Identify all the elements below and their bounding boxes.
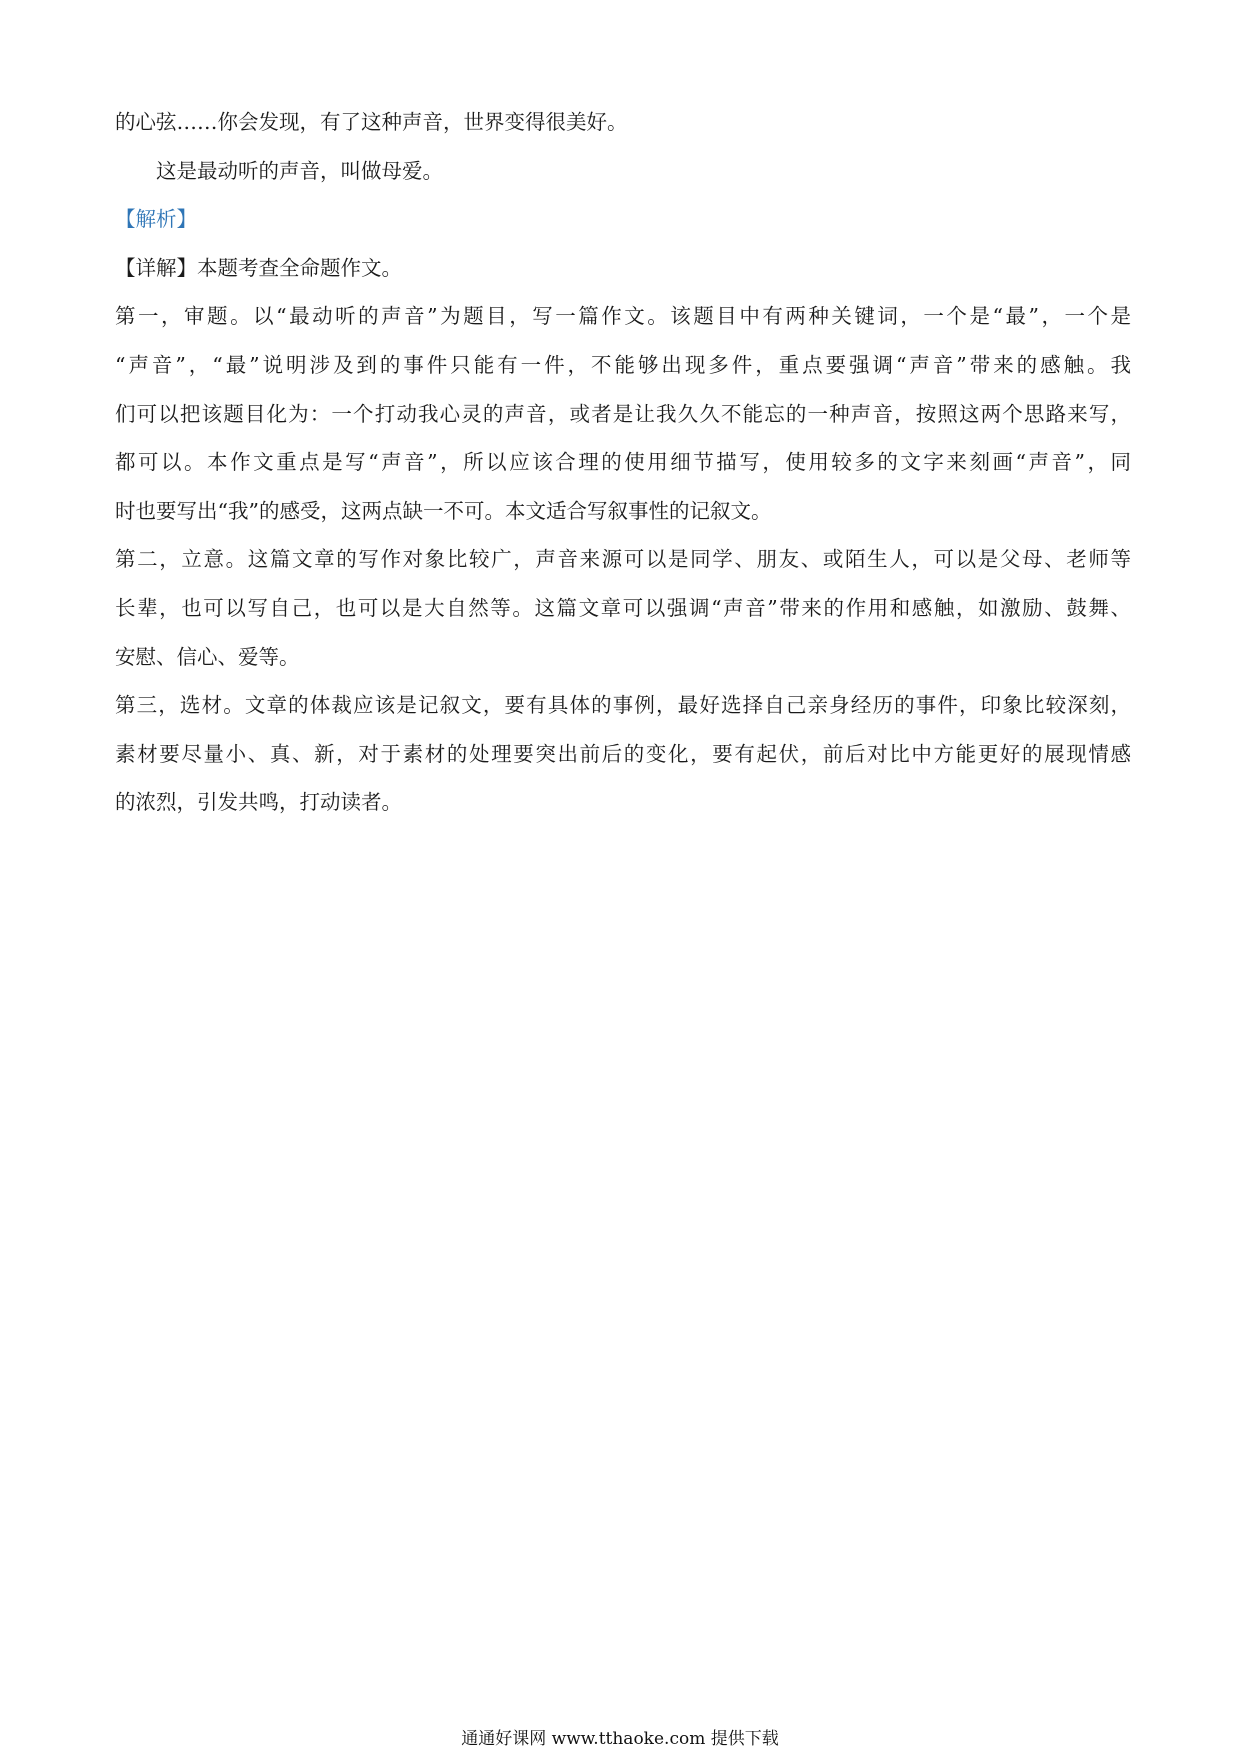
paragraph-1-line-5: 时也要写出“我”的感受，这两点缺一不可。本文适合写叙事性的记叙文。	[115, 498, 772, 523]
paragraph-3	[115, 681, 1131, 827]
paragraph-1-line-3: 们可以把该题目化为：一个打动我心灵的声音，或者是让我久久不能忘的一种声音，按照这两个思路来写，	[115, 401, 1131, 426]
paragraph-2-line-1: 第二，立意。这篇文章的写作对象比较广，声音来源可以是同学、朋友、或陌生人，可以是父母、老师等	[115, 547, 1131, 572]
paragraph-1-line-4: 都可以。本作文重点是写“声音”，所以应该合理的使用细节描写，使用较多的文字来刻画“声音”，同	[115, 450, 1131, 475]
continuation-line-1: 的心弦……你会发现，有了这种声音，世界变得很美好。	[115, 110, 628, 134]
paragraph-1-line-1: 第一，审题。以“最动听的声音”为题目，写一篇作文。该题目中有两种关键词，一个是“最”，一个是	[115, 304, 1131, 329]
paragraph-2-line-3: 安慰、信心、爱等。	[115, 644, 300, 669]
paragraph-1	[115, 292, 1131, 535]
continuation-line-2: 这是最动听的声音，叫做母爱。	[156, 158, 443, 183]
paragraph-3-line-3: 的浓烈，引发共鸣，打动读者。	[115, 790, 402, 815]
paragraph-3-line-1: 第三，选材。文章的体裁应该是记叙文，要有具体的事例，最好选择自己亲身经历的事件，印象比较深刻，	[115, 693, 1131, 718]
paragraph-3-line-2: 素材要尽量小、真、新，对于素材的处理要突出前后的变化，要有起伏，前后对比中方能更好的展现情感	[115, 741, 1131, 766]
analysis-heading: 【解析】	[115, 207, 197, 232]
paragraph-1-line-2: “声音”，“最”说明涉及到的事件只能有一件，不能够出现多件，重点要强调“声音”带来的感触。我	[115, 352, 1131, 377]
detail-line: 【详解】本题考查全命题作文。	[115, 255, 402, 280]
document-body	[115, 98, 1131, 827]
paragraph-2	[115, 535, 1131, 681]
page-footer: 通通好课网 www.tthaoke.com 提供下载	[461, 1729, 779, 1749]
paragraph-2-line-2: 长辈，也可以写自己，也可以是大自然等。这篇文章可以强调“声音”带来的作用和感触，如激励、鼓舞、	[115, 595, 1131, 620]
